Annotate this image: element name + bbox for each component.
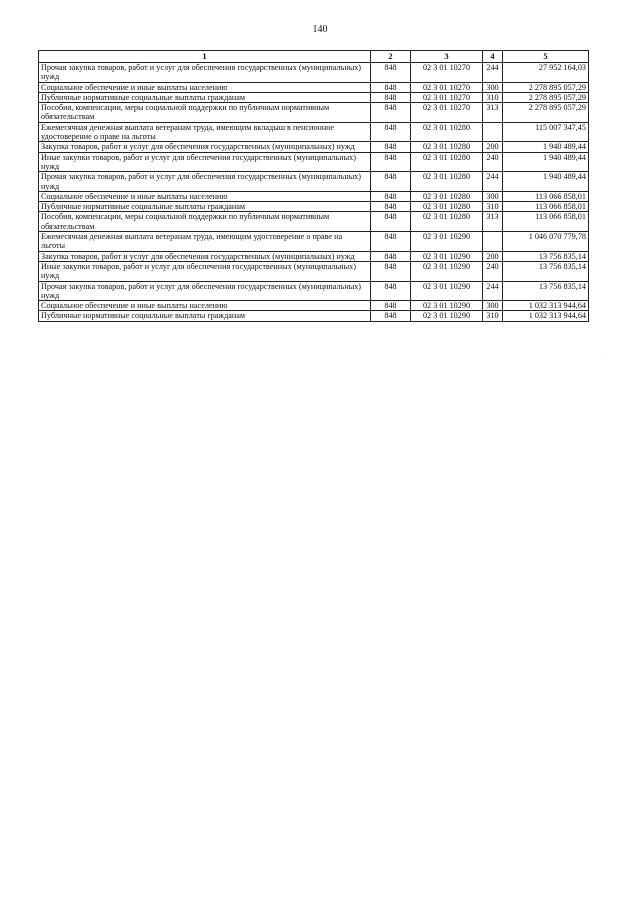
cell-department: 848 [371,152,411,172]
cell-amount: 1 032 313 944,64 [503,301,589,311]
column-header-department: 2 [371,51,411,63]
page-number: 140 [312,24,328,35]
cell-expense-type: 300 [483,191,503,201]
table-row [39,152,589,172]
cell-target-article: 02 3 01 10270 [411,63,483,83]
cell-department: 848 [371,191,411,201]
cell-department: 848 [371,261,411,281]
table-row [39,172,589,192]
column-header-expense-type: 4 [483,51,503,63]
cell-target-article: 02 3 01 10290 [411,261,483,281]
cell-target-article: 02 3 01 10280 [411,191,483,201]
cell-name: Публичные нормативные социальные выплаты гражданам [39,311,371,321]
cell-target-article: 02 3 01 10290 [411,251,483,261]
cell-target-article: 02 3 01 10290 [411,301,483,311]
table-row [39,202,589,212]
cell-amount: 115 007 347,45 [503,122,589,142]
cell-department: 848 [371,92,411,102]
cell-name: Пособия, компенсации, меры социальной поддержки по публичным нормативным обязательствам [39,212,371,232]
cell-amount: 2 278 895 057,29 [503,103,589,123]
table-row [39,82,589,92]
cell-name: Ежемесячная денежная выплата ветеранам труда, имеющим удостоверение о праве на льготы [39,232,371,252]
cell-expense-type: 310 [483,311,503,321]
cell-target-article: 02 3 01 10270 [411,103,483,123]
cell-amount: 1 032 313 944,64 [503,311,589,321]
cell-name: Прочая закупка товаров, работ и услуг для обеспечения государственных (муниципальных) нужд [39,63,371,83]
cell-target-article: 02 3 01 10270 [411,92,483,102]
budget-table [38,50,589,322]
cell-target-article: 02 3 01 10280 [411,202,483,212]
cell-expense-type: 300 [483,82,503,92]
cell-name: Публичные нормативные социальные выплаты гражданам [39,92,371,102]
cell-target-article: 02 3 01 10280 [411,122,483,142]
cell-amount: 13 756 835,14 [503,251,589,261]
cell-department: 848 [371,301,411,311]
column-header-name: 1 [39,51,371,63]
table-header-row [39,51,589,63]
cell-target-article: 02 3 01 10290 [411,311,483,321]
cell-name: Пособия, компенсации, меры социальной поддержки по публичным нормативным обязательствам [39,103,371,123]
table-row [39,301,589,311]
cell-amount: 113 066 858,01 [503,191,589,201]
cell-target-article: 02 3 01 10270 [411,82,483,92]
cell-target-article: 02 3 01 10290 [411,281,483,301]
cell-name: Прочая закупка товаров, работ и услуг для обеспечения государственных (муниципальных) нужд [39,172,371,192]
cell-amount: 1 046 070 779,78 [503,232,589,252]
table-row [39,281,589,301]
cell-expense-type: 310 [483,92,503,102]
table-row [39,63,589,83]
cell-department: 848 [371,82,411,92]
cell-name: Ежемесячная денежная выплата ветеранам труда, имеющим вкладыш в пенсионное удостоверение о праве на льготы [39,122,371,142]
table-row [39,251,589,261]
cell-amount: 113 066 858,01 [503,212,589,232]
cell-target-article: 02 3 01 10280 [411,212,483,232]
cell-name: Закупка товаров, работ и услуг для обеспечения государственных (муниципальных) нужд [39,251,371,261]
cell-expense-type: 200 [483,142,503,152]
table-row [39,103,589,123]
cell-amount: 27 952 164,03 [503,63,589,83]
cell-expense-type: 244 [483,172,503,192]
cell-expense-type: 244 [483,281,503,301]
cell-amount: 1 940 489,44 [503,152,589,172]
cell-name: Закупка товаров, работ и услуг для обеспечения государственных (муниципальных) нужд [39,142,371,152]
cell-target-article: 02 3 01 10290 [411,232,483,252]
cell-department: 848 [371,172,411,192]
cell-name: Прочая закупка товаров, работ и услуг для обеспечения государственных (муниципальных) нужд [39,281,371,301]
table-row [39,212,589,232]
cell-expense-type: 313 [483,212,503,232]
cell-expense-type: 240 [483,152,503,172]
cell-expense-type: 313 [483,103,503,123]
table-row [39,191,589,201]
cell-amount: 2 278 895 057,29 [503,92,589,102]
cell-department: 848 [371,311,411,321]
cell-target-article: 02 3 01 10280 [411,142,483,152]
table-row [39,261,589,281]
table-row [39,311,589,321]
column-header-amount: 5 [503,51,589,63]
cell-department: 848 [371,142,411,152]
cell-department: 848 [371,212,411,232]
cell-name: Иные закупки товаров, работ и услуг для обеспечения государственных (муниципальных) нужд [39,152,371,172]
cell-name: Социальное обеспечение и иные выплаты населению [39,82,371,92]
cell-name: Публичные нормативные социальные выплаты гражданам [39,202,371,212]
table-row [39,92,589,102]
cell-expense-type: 300 [483,301,503,311]
table-row [39,142,589,152]
table-row [39,232,589,252]
cell-name: Социальное обеспечение и иные выплаты населению [39,191,371,201]
cell-expense-type [483,232,503,252]
table-row [39,122,589,142]
cell-amount: 13 756 835,14 [503,261,589,281]
cell-department: 848 [371,122,411,142]
cell-amount: 1 940 489,44 [503,172,589,192]
cell-expense-type: 240 [483,261,503,281]
cell-target-article: 02 3 01 10280 [411,172,483,192]
cell-target-article: 02 3 01 10280 [411,152,483,172]
cell-expense-type: 200 [483,251,503,261]
cell-department: 848 [371,202,411,212]
cell-amount: 1 940 489,44 [503,142,589,152]
cell-amount: 113 066 858,01 [503,202,589,212]
cell-expense-type: 310 [483,202,503,212]
cell-amount: 2 278 895 057,29 [503,82,589,92]
cell-department: 848 [371,103,411,123]
cell-amount: 13 756 835,14 [503,281,589,301]
cell-expense-type: 244 [483,63,503,83]
cell-department: 848 [371,251,411,261]
column-header-target-article: 3 [411,51,483,63]
cell-department: 848 [371,281,411,301]
cell-department: 848 [371,232,411,252]
cell-name: Социальное обеспечение и иные выплаты населению [39,301,371,311]
cell-department: 848 [371,63,411,83]
table-body [39,63,589,322]
cell-expense-type [483,122,503,142]
margin-mark: . [603,349,605,355]
cell-name: Иные закупки товаров, работ и услуг для обеспечения государственных (муниципальных) нужд [39,261,371,281]
